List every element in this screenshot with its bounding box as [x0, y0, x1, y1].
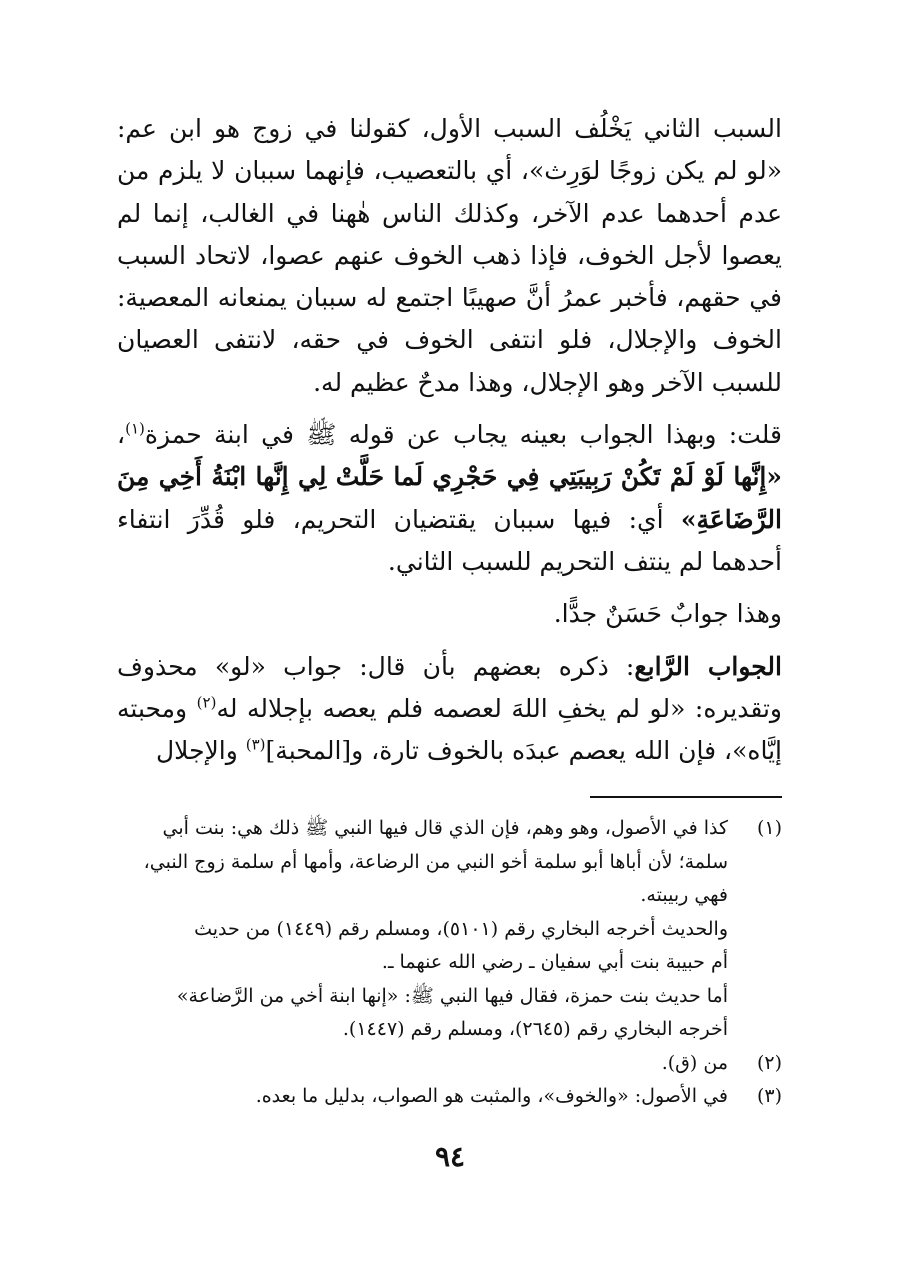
text-line: وهذا جوابٌ حَسَنٌ جدًّا.: [553, 599, 782, 629]
footnote-line: سلمة؛ لأن أباها أبو سلمة أخو النبي من الرضاعة، وأمها أم سلمة زوج النبي،: [143, 850, 728, 873]
footnote-2: [117, 1047, 782, 1081]
footnote-number: (٢): [756, 1051, 782, 1074]
paragraph-2: [117, 414, 782, 583]
text-line: لأجل الخوف، فإذا ذهب الخوف عنهم عصوا، لاتحاد السبب في: [117, 240, 782, 313]
text-line: الخوف والإجلال، فلو انتفى الخوف في حقه، لانتفى العصيان: [117, 325, 782, 355]
footnotes: [117, 812, 782, 1114]
text-line: لم يكن زوجًا لوَرِث»، أي بالتعصيب، فإنهما سببان لا يلزم من عدم: [117, 156, 782, 228]
footnote-ref-3: (٣): [245, 735, 266, 754]
punctuation: ،: [117, 420, 126, 450]
page-number: ٩٤: [434, 1140, 466, 1173]
text-line: أي: فيها سببان يقتضيان التحريم، فلو قُدِّرَ انتفاء أحدهما: [117, 504, 782, 576]
hadith-quote-end: الرَّضَاعَةِ»: [680, 504, 782, 534]
text-line: وتقديره: «لو لم يخفِ اللهَ لعصمه فلم يعصه بإجلاله له: [216, 693, 782, 723]
text-line: إيَّاه»، فإن الله يعصم عبدَه بالخوف تارة، و[المحبة]: [265, 736, 782, 766]
paragraph-1: [117, 108, 782, 404]
footnote-line: فهي ربيبته.: [640, 884, 728, 906]
text-line: السبب الثاني يَخْلُف السبب الأول، كقولنا في زوج هو ابن عم: «لو: [117, 114, 782, 186]
footnote-line: في الأصول: «والخوف»، والمثبت هو الصواب، بدليل ما بعده.: [255, 1085, 728, 1107]
footnote-line: أم حبيبة بنت أبي سفيان ـ رضي الله عنهما ـ.: [381, 951, 728, 973]
text-line: لم ينتف التحريم للسبب الثاني.: [387, 546, 704, 576]
footnote-line: كذا في الأصول، وهو وهم، فإن الذي قال فيها النبي ﷺ ذلك هي: بنت أبي: [162, 817, 728, 839]
text-line: أحدهما عدم الآخر، وكذلك الناس هٰهنا في الغالب، إنما لم يعصوا: [117, 198, 782, 270]
text-line: والإجلال: [155, 736, 246, 766]
footnote-1: [117, 812, 782, 1047]
footnote-ref-2: (٢): [196, 693, 217, 712]
section-heading: الجواب الرَّابع: [634, 651, 782, 681]
footnote-line: أخرجه البخاري رقم (٢٦٤٥)، ومسلم رقم (١٤٤٧).: [342, 1018, 728, 1040]
text-line: ومحبته: [117, 693, 197, 723]
footnote-number: (١): [756, 817, 782, 839]
footnote-separator: [590, 796, 782, 798]
hadith-quote: «إِنَّها لَوْ لَمْ تَكُنْ رَبِيبَتِي فِي حَجْرِي لَما حَلَّتْ لِي إِنَّها ابْنَةُ أَخِي مِنَ: [117, 462, 782, 492]
text-line: قلت: وبهذا الجواب بعينه يجاب عن قوله ﷺ في ابنة حمزة: [144, 420, 782, 450]
text-line: حقهم، فأخبر عمرُ أنَّ صهيبًا اجتمع له سببان يمنعانه المعصية:: [117, 283, 741, 313]
text-line: للسبب الآخر وهو الإجلال، وهذا مدحٌ عظيم له.: [313, 367, 782, 397]
footnote-line: والحديث أخرجه البخاري رقم (٥١٠١)، ومسلم رقم (١٤٤٩) من حديث: [194, 917, 728, 940]
footnote-3: [117, 1080, 782, 1114]
footnote-line: من (ق).: [661, 1051, 728, 1074]
footnote-line: أما حديث بنت حمزة، فقال فيها النبي ﷺ: «إنها ابنة أخي من الرَّضاعة»: [176, 984, 728, 1007]
footnote-number: (٣): [756, 1085, 782, 1107]
main-text: [117, 108, 782, 772]
paragraph-4: [117, 646, 782, 773]
footnote-ref-1: (١): [125, 419, 145, 438]
paragraph-3: [117, 593, 782, 635]
text-line: : ذكره بعضهم بأن قال: جواب «لو» محذوف: [117, 651, 635, 681]
